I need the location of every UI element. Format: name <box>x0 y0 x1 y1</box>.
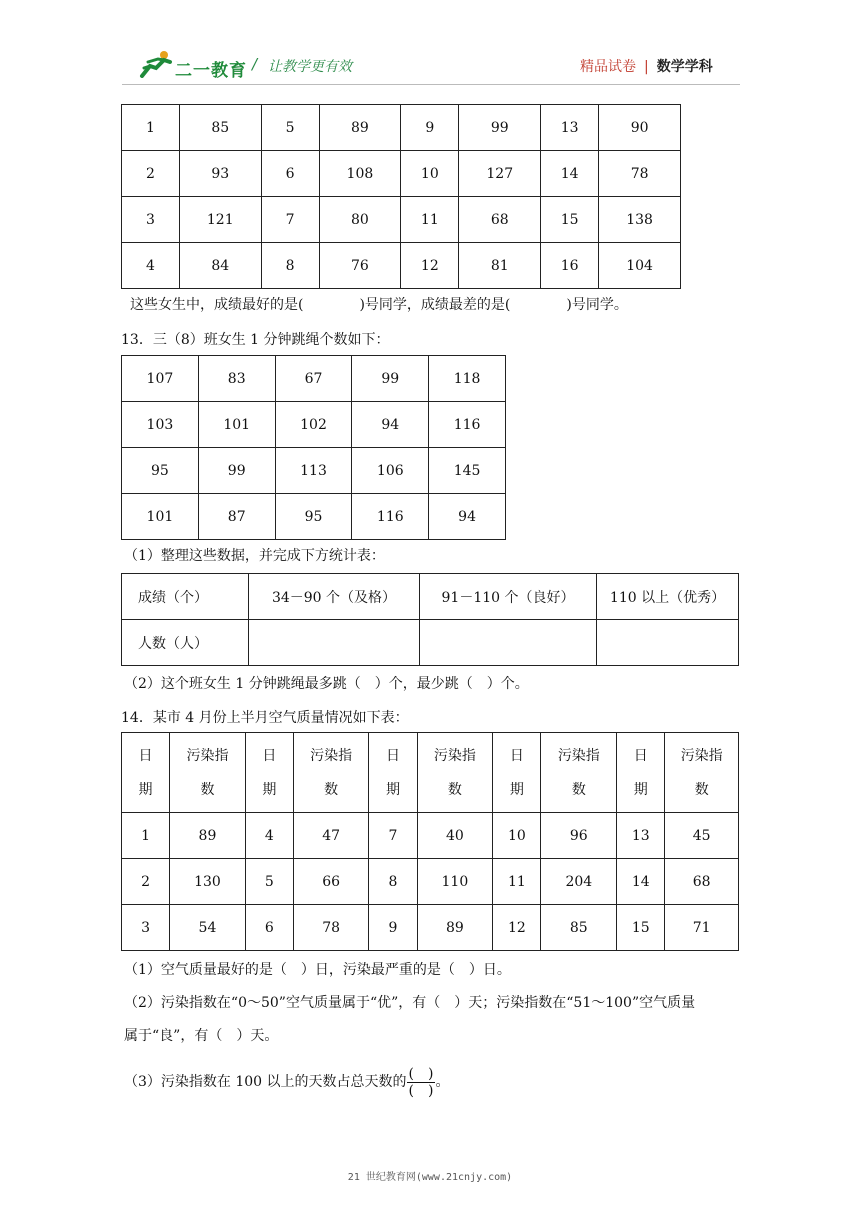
header <box>0 0 860 90</box>
header-text-line: 期 <box>509 781 524 798</box>
header-text-line: 日 <box>509 747 524 764</box>
date-cell: 7 <box>369 813 417 859</box>
header-pollution-index <box>170 733 246 813</box>
q13-sub2: （2）这个班女生 1 分钟跳绳最多跳（ ）个，最少跳（ ）个。 <box>124 676 529 692</box>
date-cell: 5 <box>245 859 293 905</box>
student-number-cell: 16 <box>541 243 599 289</box>
jump-count-cell: 113 <box>275 448 352 494</box>
score-cell: 138 <box>599 197 681 243</box>
student-number-cell: 15 <box>541 197 599 243</box>
header-text-line: 期 <box>262 781 277 798</box>
student-number-cell: 2 <box>122 151 180 197</box>
header-date <box>369 733 417 813</box>
jump-count-cell: 94 <box>352 402 429 448</box>
student-number-cell: 6 <box>261 151 319 197</box>
header-tag: 精品试卷 <box>580 59 636 75</box>
header-date <box>245 733 293 813</box>
date-cell: 14 <box>617 859 665 905</box>
stat-header-excellent: 110 以上（优秀） <box>597 574 739 620</box>
jump-count-cell: 101 <box>198 402 275 448</box>
header-pollution-index <box>665 733 739 813</box>
date-cell: 12 <box>493 905 541 951</box>
date-cell: 6 <box>245 905 293 951</box>
date-cell: 1 <box>122 813 170 859</box>
jump-count-cell: 107 <box>122 356 199 402</box>
table-row <box>122 813 739 859</box>
pollution-index-cell: 89 <box>417 905 493 951</box>
student-number-cell: 4 <box>122 243 180 289</box>
header-text-line: 期 <box>138 781 153 798</box>
header-text-line: 日 <box>385 747 400 764</box>
student-number-cell: 8 <box>261 243 319 289</box>
score-cell: 81 <box>459 243 541 289</box>
student-number-cell: 14 <box>541 151 599 197</box>
score-cell: 104 <box>599 243 681 289</box>
student-number-cell: 3 <box>122 197 180 243</box>
score-cell: 85 <box>179 105 261 151</box>
date-cell: 4 <box>245 813 293 859</box>
table-row <box>122 448 506 494</box>
score-cell: 80 <box>319 197 401 243</box>
stat-row-label: 人数（人） <box>122 620 249 666</box>
header-subject: 数学学科 <box>656 59 713 75</box>
stat-header-pass: 34－90 个（及格） <box>249 574 420 620</box>
date-cell: 2 <box>122 859 170 905</box>
header-pollution-index <box>541 733 617 813</box>
table-row <box>122 494 506 540</box>
fraction-denominator: ( ) <box>408 1082 434 1099</box>
header-separator: | <box>644 59 649 75</box>
q14-sub2-line1: （2）污染指数在“0～50”空气质量属于“优”，有（ ）天；污染指数在“51～100”空气质量 <box>124 995 696 1011</box>
score-cell: 127 <box>459 151 541 197</box>
jump-count-cell: 67 <box>275 356 352 402</box>
table-row <box>122 402 506 448</box>
pollution-index-cell: 54 <box>170 905 246 951</box>
jump-count-cell: 116 <box>429 402 506 448</box>
table-row <box>122 197 681 243</box>
pollution-index-cell: 89 <box>170 813 246 859</box>
runner-logo-icon <box>134 50 174 78</box>
header-text-line: 日 <box>262 747 277 764</box>
score-cell: 76 <box>319 243 401 289</box>
table-row <box>122 243 681 289</box>
header-text-line: 数 <box>324 781 339 798</box>
q13-title: 13．三（8）班女生 1 分钟跳绳个数如下： <box>121 332 390 348</box>
stat-blank-excellent[interactable] <box>597 620 739 666</box>
q13-sub1: （1）整理这些数据，并完成下方统计表： <box>124 548 385 564</box>
score-cell: 93 <box>179 151 261 197</box>
jump-count-cell: 106 <box>352 448 429 494</box>
date-cell: 9 <box>369 905 417 951</box>
jump-count-cell: 101 <box>122 494 199 540</box>
date-cell: 15 <box>617 905 665 951</box>
header-text-line: 日 <box>633 747 648 764</box>
date-cell: 8 <box>369 859 417 905</box>
jump-count-cell: 116 <box>352 494 429 540</box>
header-text-line: 污染指 <box>433 747 476 764</box>
student-number-cell: 13 <box>541 105 599 151</box>
pollution-index-cell: 130 <box>170 859 246 905</box>
header-date <box>617 733 665 813</box>
date-cell: 3 <box>122 905 170 951</box>
jump-count-cell: 94 <box>429 494 506 540</box>
header-text-line: 数 <box>571 781 586 798</box>
pollution-index-cell: 110 <box>417 859 493 905</box>
q14-title: 14．某市 4 月份上半月空气质量情况如下表： <box>121 710 409 726</box>
fraction-blank[interactable] <box>407 1066 436 1099</box>
table-row <box>122 151 681 197</box>
jump-count-cell: 95 <box>275 494 352 540</box>
score-cell: 90 <box>599 105 681 151</box>
table-row <box>122 105 681 151</box>
footer: 21 世纪教育网(www.21cnjy.com) <box>347 1172 513 1183</box>
jump-count-cell: 83 <box>198 356 275 402</box>
logo-text: 二一教育 <box>175 61 247 81</box>
header-date <box>122 733 170 813</box>
score-cell: 108 <box>319 151 401 197</box>
stat-blank-good[interactable] <box>420 620 597 666</box>
score-cell: 68 <box>459 197 541 243</box>
header-text-line: 污染指 <box>186 747 229 764</box>
q13-jump-rope-table <box>121 355 506 540</box>
q13-stat-table <box>121 573 739 666</box>
header-text-line: 期 <box>385 781 400 798</box>
header-text-line: 污染指 <box>557 747 600 764</box>
score-cell: 99 <box>459 105 541 151</box>
header-text-line: 污染指 <box>310 747 353 764</box>
header-rule <box>122 84 740 85</box>
date-cell: 13 <box>617 813 665 859</box>
student-number-cell: 5 <box>261 105 319 151</box>
q14-sub3-end: 。 <box>435 1074 450 1090</box>
slogan-divider: / <box>252 55 258 73</box>
pollution-index-cell: 45 <box>665 813 739 859</box>
table-row <box>122 859 739 905</box>
stat-header-good: 91－110 个（良好） <box>420 574 597 620</box>
pollution-index-cell: 78 <box>293 905 368 951</box>
header-right <box>580 56 713 76</box>
q14-sub1: （1）空气质量最好的是（ ）日，污染最严重的是（ ）日。 <box>124 962 511 978</box>
table-row <box>122 905 739 951</box>
fraction-numerator: ( ) <box>408 1065 434 1082</box>
pollution-index-cell: 66 <box>293 859 368 905</box>
q14-sub3-text: （3）污染指数在 100 以上的天数占总天数的 <box>124 1074 407 1090</box>
jump-count-cell: 95 <box>122 448 199 494</box>
pollution-index-cell: 68 <box>665 859 739 905</box>
student-number-cell: 12 <box>401 243 459 289</box>
score-cell: 89 <box>319 105 401 151</box>
score-cell: 84 <box>179 243 261 289</box>
header-text-line: 期 <box>633 781 648 798</box>
q14-sub2-line2: 属于“良”，有（ ）天。 <box>124 1028 279 1044</box>
pollution-index-cell: 204 <box>541 859 617 905</box>
pollution-index-cell: 47 <box>293 813 368 859</box>
student-number-cell: 11 <box>401 197 459 243</box>
jump-count-cell: 145 <box>429 448 506 494</box>
header-date <box>493 733 541 813</box>
student-number-cell: 7 <box>261 197 319 243</box>
header-pollution-index <box>417 733 493 813</box>
score-cell: 121 <box>179 197 261 243</box>
pollution-index-cell: 85 <box>541 905 617 951</box>
q14-air-quality-table <box>121 732 739 951</box>
table-header-row <box>122 733 739 813</box>
pollution-index-cell: 96 <box>541 813 617 859</box>
jump-count-cell: 99 <box>198 448 275 494</box>
stat-header-score: 成绩（个） <box>122 574 249 620</box>
jump-count-cell: 103 <box>122 402 199 448</box>
jump-count-cell: 118 <box>429 356 506 402</box>
jump-count-cell: 87 <box>198 494 275 540</box>
q12-answer-line: 这些女生中，成绩最好的是( )号同学，成绩最差的是( )号同学。 <box>130 297 628 313</box>
pollution-index-cell: 40 <box>417 813 493 859</box>
student-number-cell: 10 <box>401 151 459 197</box>
header-text-line: 数 <box>200 781 215 798</box>
pollution-index-cell: 71 <box>665 905 739 951</box>
stat-blank-pass[interactable] <box>249 620 420 666</box>
slogan: 让教学更有效 <box>268 59 352 75</box>
date-cell: 10 <box>493 813 541 859</box>
header-text-line: 数 <box>447 781 462 798</box>
q14-sub3 <box>124 1062 449 1102</box>
header-text-line: 日 <box>138 747 153 764</box>
q12-score-table <box>121 104 681 289</box>
header-text-line: 污染指 <box>680 747 723 764</box>
header-text-line: 数 <box>694 781 709 798</box>
date-cell: 11 <box>493 859 541 905</box>
table-row <box>122 356 506 402</box>
jump-count-cell: 99 <box>352 356 429 402</box>
jump-count-cell: 102 <box>275 402 352 448</box>
score-cell: 78 <box>599 151 681 197</box>
header-pollution-index <box>293 733 368 813</box>
student-number-cell: 1 <box>122 105 180 151</box>
student-number-cell: 9 <box>401 105 459 151</box>
